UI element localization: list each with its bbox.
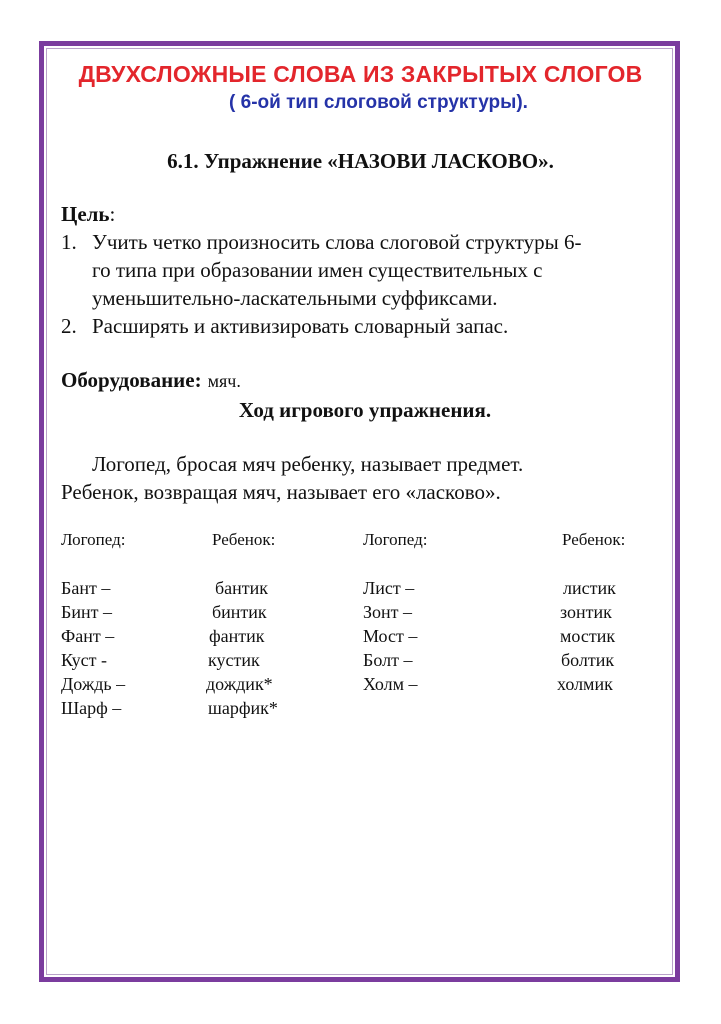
goal-item-line: Учить четко произносить слова слоговой структуры 6-: [92, 230, 582, 254]
goal-label-colon: :: [109, 202, 116, 226]
page-frame: [39, 41, 680, 982]
word-left: Фант –: [61, 626, 115, 646]
diminutive-left: бинтик: [212, 602, 267, 622]
word-right: Зонт –: [363, 602, 413, 622]
goal-label: [61, 202, 115, 227]
column-header-child-left: Ребенок:: [212, 530, 276, 549]
word-right: Болт –: [363, 650, 413, 670]
goal-item-line: Расширять и активизировать словарный запас.: [92, 314, 509, 338]
goal-item-number: 1.: [61, 230, 77, 254]
column-header-therapist-left: Логопед:: [61, 530, 126, 549]
diminutive-right: холмик: [557, 674, 613, 694]
goal-item-2: [61, 314, 508, 339]
word-right: Мост –: [363, 626, 418, 646]
course-title: Ход игрового упражнения.: [238, 398, 492, 422]
word-left: Бинт –: [61, 602, 112, 622]
diminutive-right: болтик: [561, 650, 615, 670]
diminutive-left: бантик: [215, 578, 269, 598]
word-left: Бант –: [61, 578, 111, 598]
diminutive-right: мостик: [560, 626, 616, 646]
word-right: Холм –: [363, 674, 418, 694]
goal-item-1-line-3: уменьшительно-ласкательными суффиксами.: [92, 286, 498, 310]
course-paragraph-line-1: Логопед, бросая мяч ребенку, называет предмет.: [92, 452, 524, 476]
column-header-child-right: Ребенок:: [562, 530, 626, 549]
diminutive-left: дождик*: [206, 674, 273, 694]
equipment-value: мяч.: [207, 371, 241, 391]
diminutive-left: фантик: [209, 626, 265, 646]
goal-item-1: [61, 230, 582, 255]
diminutive-right: зонтик: [560, 602, 612, 622]
goal-label-text: Цель: [61, 202, 110, 226]
word-left: Куст -: [61, 650, 108, 670]
exercise-title: 6.1. Упражнение «НАЗОВИ ЛАСКОВО».: [167, 149, 554, 173]
course-paragraph-line-2: Ребенок, возвращая мяч, называет его «ласково».: [61, 480, 501, 504]
word-right: Лист –: [363, 578, 415, 598]
document-subtitle: ( 6-ой тип слоговой структуры).: [229, 92, 528, 113]
word-left: Дождь –: [61, 674, 126, 694]
word-left: Шарф –: [61, 698, 122, 718]
column-header-therapist-right: Логопед:: [363, 530, 428, 549]
diminutive-left: кустик: [208, 650, 260, 670]
diminutive-left: шарфик*: [208, 698, 278, 718]
document-title: ДВУХСЛОЖНЫЕ СЛОВА ИЗ ЗАКРЫТЫХ СЛОГОВ: [78, 61, 643, 87]
diminutive-right: листик: [563, 578, 616, 598]
equipment-line: [61, 368, 241, 393]
goal-item-1-line-2: го типа при образовании имен существительных с: [92, 258, 543, 282]
equipment-label: Оборудование:: [61, 368, 202, 392]
goal-item-number: 2.: [61, 314, 77, 338]
